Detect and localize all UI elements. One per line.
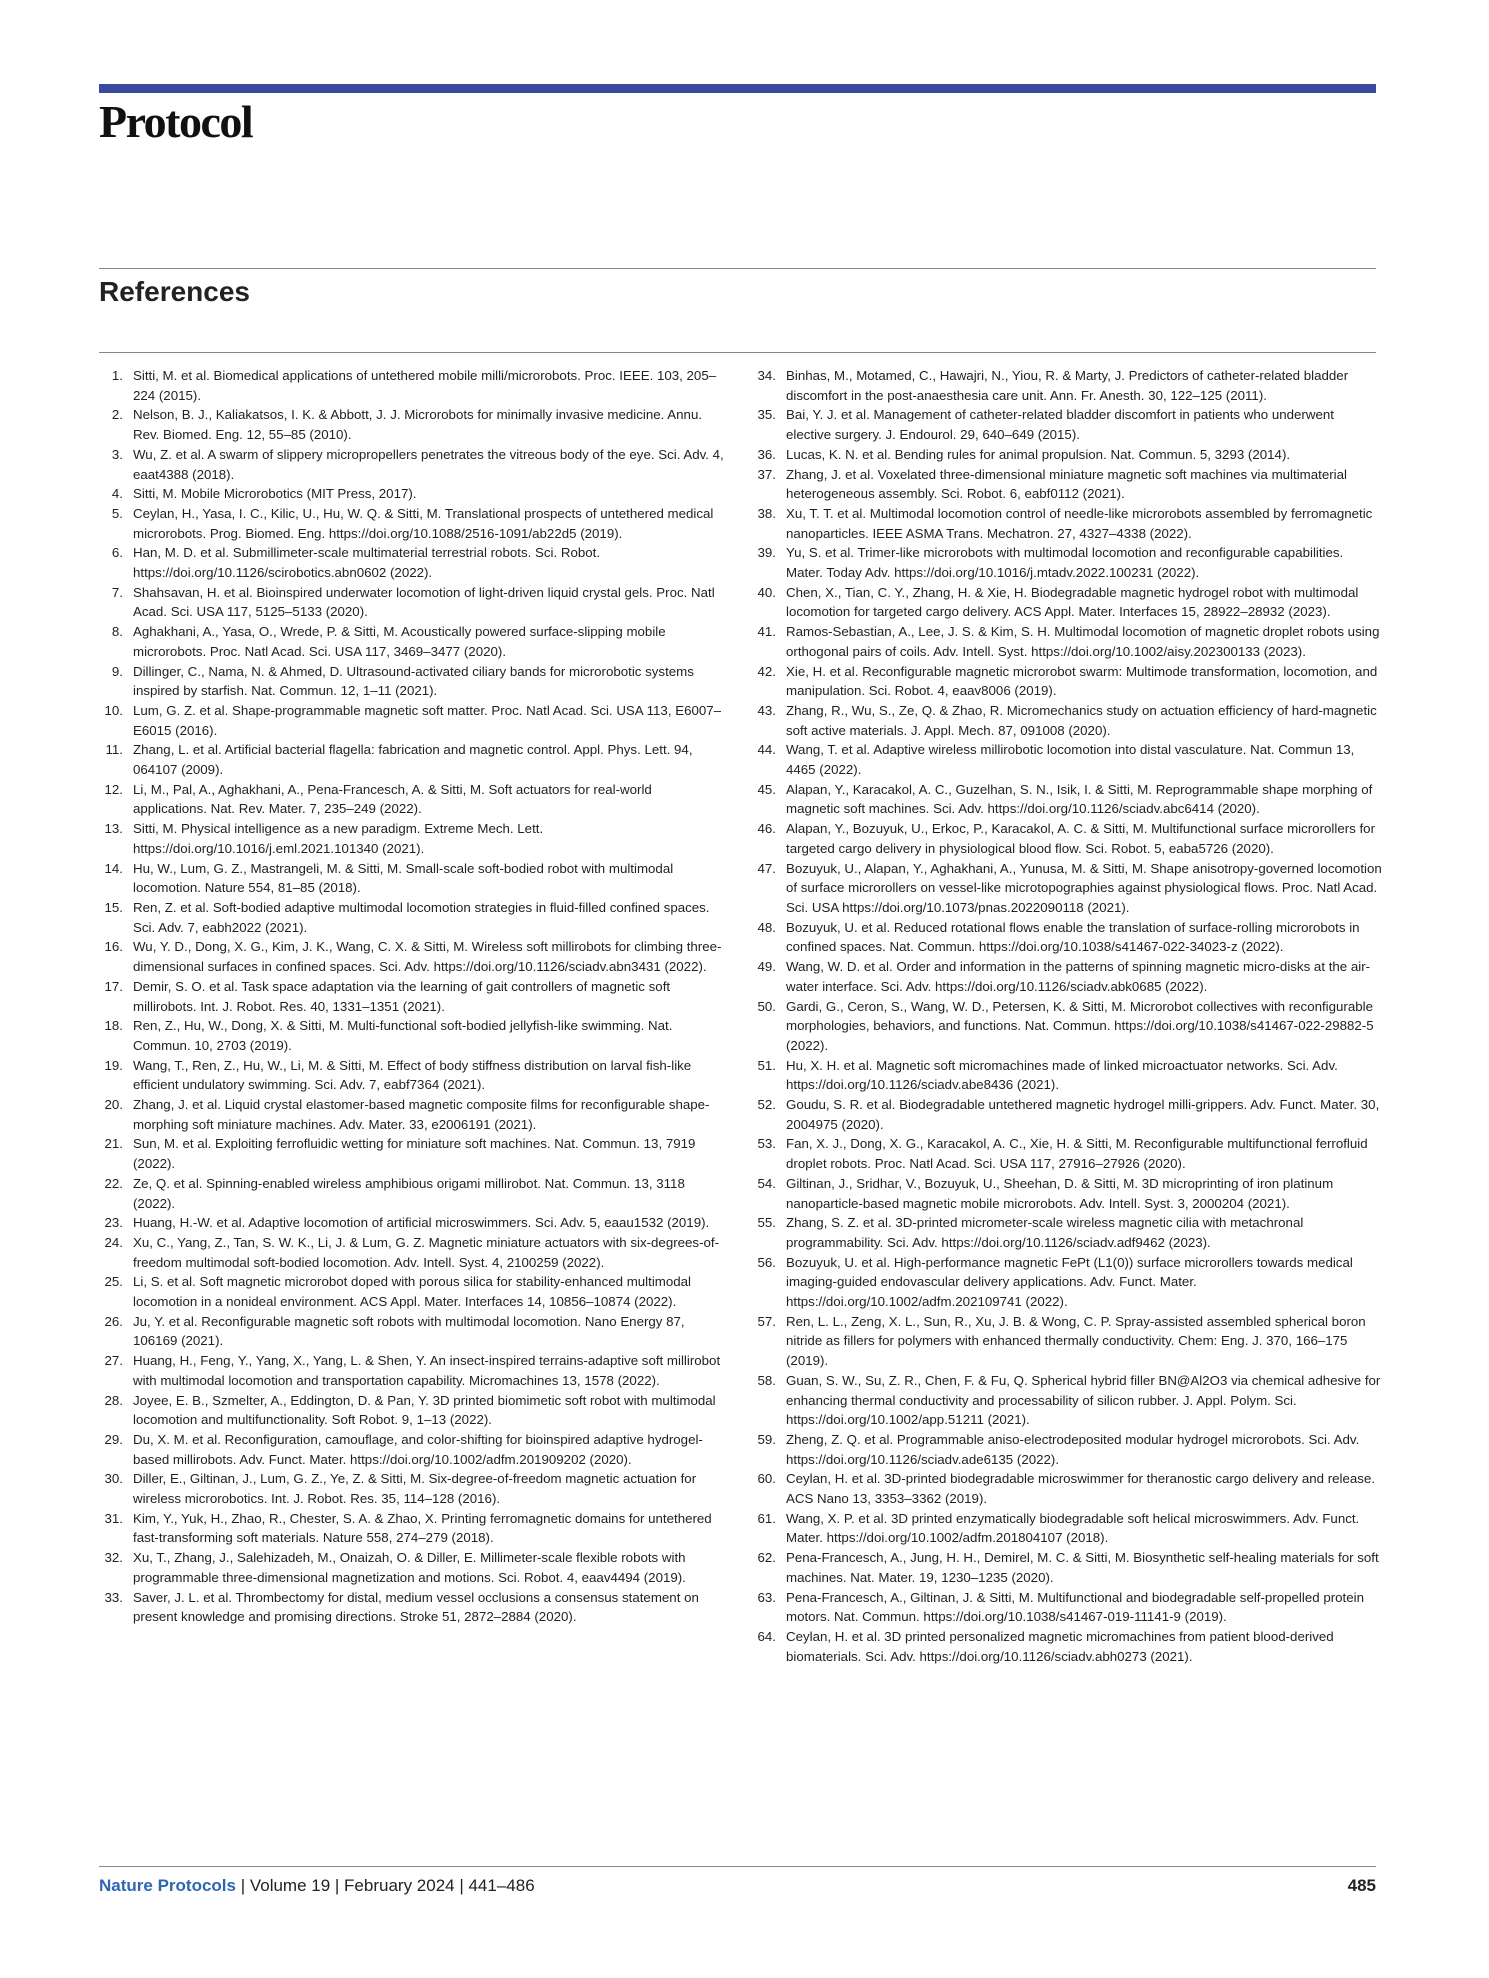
reference-item [99,366,729,405]
reference-item [99,740,729,779]
reference-text: Wang, T. et al. Adaptive wireless millirobotic locomotion into distal vasculature. Nat. Commun 13, 4465 (2022). [786,742,1355,778]
reference-text: Wang, X. P. et al. 3D printed enzymatically biodegradable soft helical microswimmers. Adv. Funct. Mater. https://doi.org/10.1002/adfm.201804107 (2018). [786,1510,1360,1546]
reference-text: Zhang, J. et al. Liquid crystal elastomer-based magnetic composite films for reconfigurable shape-morphing soft miniature machines. Adv. Mater. 33, e2006191 (2021). [133,1097,710,1132]
reference-item [752,1174,1382,1213]
reference-number: 33. [104,1589,123,1605]
reference-text: Saver, J. L. et al. Thrombectomy for distal, medium vessel occlusions a consensus statement on present knowledge and promising directions. Stroke 51, 2872–2884 (2020). [133,1589,699,1625]
reference-number: 6. [111,545,123,561]
reference-text: Bozuyuk, U. et al. High-performance magnetic FePt (L1(0)) surface microrollers towards medical imaging-guided endovascular delivery applications. Adv. Funct. Mater. https://doi.org/10.1002/adfm.202109741 (2022). [786,1254,1353,1310]
reference-text: Binhas, M., Motamed, C., Hawajri, N., Yiou, R. & Marty, J. Predictors of catheter-related bladder discomfort in the post-anaesthesia care unit. Ann. Fr. Anesth. 30, 122–125 (2011). [786,368,1349,403]
reference-number: 34. [757,368,776,383]
reference-item [99,1588,729,1627]
reference-item [99,1233,729,1272]
reference-text: Du, X. M. et al. Reconfiguration, camouflage, and color-shifting for bioinspired adaptive hydrogel-based millirobots. Adv. Funct. Mater. https://doi.org/10.1002/adfm.201909202 (2020). [133,1431,703,1467]
reference-number: 30. [104,1471,123,1487]
reference-text: Wang, W. D. et al. Order and information in the patterns of spinning magnetic micro-disks at the air-water interface. Sci. Adv. https://doi.org/10.1126/sciadv.abk0685 (2022). [786,959,1371,994]
reference-number: 32. [104,1550,123,1566]
reference-number: 8. [111,624,123,640]
reference-text: Alapan, Y., Bozuyuk, U., Erkoc, P., Karacakol, A. C. & Sitti, M. Multifunctional surface microrollers for targeted cargo delivery in physiological blood flow. Sci. Robot. 5, eaba5726 (2020). [786,821,1375,856]
reference-number: 28. [104,1392,123,1408]
reference-number: 57. [757,1313,776,1329]
reference-number: 21. [104,1136,123,1152]
reference-item [752,583,1382,622]
reference-item [99,780,729,819]
reference-number: 39. [757,545,776,561]
reference-item [752,957,1382,996]
reference-text: Ceylan, H. et al. 3D-printed biodegradable microswimmer for theranostic cargo delivery and release. ACS Nano 13, 3353–3362 (2019). [786,1471,1376,1507]
reference-number: 51. [757,1057,776,1073]
reference-number: 3. [111,446,123,462]
reference-text: Bozuyuk, U. et al. Reduced rotational flows enable the translation of surface-rolling microrobots in confined spaces. Nat. Commun. https://doi.org/10.1038/s41467-022-34023-z (2022). [786,919,1360,955]
reference-number: 11. [105,742,123,758]
reference-text: Li, S. et al. Soft magnetic microrobot doped with porous silica for stability-enhanced multimodal locomotion in a nonideal environment. ACS Appl. Mater. Interfaces 14, 10856–10874 (2022). [133,1274,692,1310]
reference-number: 7. [111,584,123,600]
reference-number: 36. [757,446,776,462]
reference-item [99,937,729,976]
reference-item [99,1312,729,1351]
reference-item [752,465,1382,504]
reference-item [752,780,1382,819]
reference-number: 56. [757,1254,776,1270]
reference-text: Guan, S. W., Su, Z. R., Chen, F. & Fu, Q. Spherical hybrid filler BN@Al2O3 via chemical adhesive for enhancing thermal conductivity and processability of silicon rubber. J. Appl. Polym. Sci. https://doi.org/10.1002/app.51211 (2021). [786,1372,1381,1428]
reference-text: Chen, X., Tian, C. Y., Zhang, H. & Xie, H. Biodegradable magnetic hydrogel robot with multimodal locomotion for targeted cargo delivery. ACS Appl. Mater. Interfaces 15, 28922–28932 (2023). [786,584,1359,620]
reference-item [99,1351,729,1390]
reference-text: Li, M., Pal, A., Aghakhani, A., Pena-Francesch, A. & Sitti, M. Soft actuators for real-world applications. Nat. Rev. Mater. 7, 235–249 (2022). [133,781,652,817]
reference-item [99,1272,729,1311]
reference-text: Ren, Z., Hu, W., Dong, X. & Sitti, M. Multi-functional soft-bodied jellyfish-like swimming. Nat. Commun. 10, 2703 (2019). [133,1018,673,1053]
reference-number: 31. [104,1510,123,1526]
reference-number: 54. [757,1175,776,1191]
reference-text: Diller, E., Giltinan, J., Lum, G. Z., Ye, Z. & Sitti, M. Six-degree-of-freedom magnetic actuation for wireless microrobotics. Int. J. Robot. Res. 35, 114–128 (2016). [133,1471,697,1507]
reference-item [99,662,729,701]
reference-text: Sun, M. et al. Exploiting ferrofluidic wetting for miniature soft machines. Nat. Commun. 13, 7919 (2022). [133,1136,696,1172]
reference-text: Zheng, Z. Q. et al. Programmable aniso-electrodeposited modular hydrogel microrobots. Sci. Adv. https://doi.org/10.1126/sciadv.ade6135 (2022). [786,1431,1360,1467]
reference-text: Zhang, L. et al. Artificial bacterial flagella: fabrication and magnetic control. Appl. Phys. Lett. 94, 064107 (2009). [133,742,693,778]
reference-item [752,1312,1382,1371]
reference-text: Fan, X. J., Dong, X. G., Karacakol, A. C., Xie, H. & Sitti, M. Reconfigurable multifunctional ferrofluid droplet robots. Proc. Natl Acad. Sci. USA 117, 27916–27926 (2020). [786,1136,1368,1172]
reference-text: Bai, Y. J. et al. Management of catheter-related bladder discomfort in patients who underwent elective surgery. J. Endourol. 29, 640–649 (2015). [786,407,1334,443]
reference-text: Ren, L. L., Zeng, X. L., Sun, R., Xu, J. B. & Wong, C. P. Spray-assisted assembled spherical boron nitride as fillers for polymers with enhanced thermally conductivity. Chem: Eng. J. 370, 166–175 (2019). [786,1313,1366,1369]
page-title: Protocol [99,96,253,147]
reference-text: Goudu, S. R. et al. Biodegradable untethered magnetic hydrogel milli-grippers. Adv. Funct. Mater. 30, 2004975 (2020). [786,1097,1380,1132]
reference-item [752,622,1382,661]
reference-number: 4. [111,486,123,502]
reference-number: 46. [757,821,776,837]
reference-number: 42. [757,663,776,679]
reference-item [99,543,729,582]
reference-item [99,484,729,504]
reference-text: Wu, Y. D., Dong, X. G., Kim, J. K., Wang, C. X. & Sitti, M. Wireless soft millirobots for climbing three-dimensional surfaces in confined spaces. Sci. Adv. https://doi.org/10.1126/sciadv.abn3431 (2022). [133,939,722,975]
reference-text: Zhang, S. Z. et al. 3D-printed micrometer-scale wireless magnetic cilia with metachronal programmability. Sci. Adv. https://doi.org/10.1126/sciadv.adf9462 (2023). [786,1215,1304,1250]
reference-number: 24. [104,1234,123,1250]
reference-text: Ramos-Sebastian, A., Lee, J. S. & Kim, S. H. Multimodal locomotion of magnetic droplet robots using orthogonal pairs of coils. Adv. Intell. Syst. https://doi.org/10.1002/aisy.202300133 (2023). [786,624,1380,659]
reference-number: 9. [111,663,123,679]
reference-item [99,504,729,543]
reference-text: Shahsavan, H. et al. Bioinspired underwater locomotion of light-driven liquid crystal gels. Proc. Natl Acad. Sci. USA 117, 5125–5133 (2020). [133,584,715,620]
reference-text: Pena-Francesch, A., Giltinan, J. & Sitti, M. Multifunctional and biodegradable self-propelled protein motors. Nat. Commun. https://doi.org/10.1038/s41467-019-11141-9 (2019). [786,1589,1364,1625]
reference-item [752,819,1382,858]
reference-item [99,977,729,1016]
reference-text: Pena-Francesch, A., Jung, H. H., Demirel, M. C. & Sitti, M. Biosynthetic self-healing materials for soft machines. Nat. Mater. 19, 1230–1235 (2020). [786,1550,1379,1585]
divider [99,352,1376,353]
reference-item [99,1095,729,1134]
footer-citation [99,1874,535,1898]
reference-number: 29. [104,1431,123,1447]
reference-item [99,1213,729,1233]
reference-number: 16. [104,939,123,955]
reference-text: Lum, G. Z. et al. Shape-programmable magnetic soft matter. Proc. Natl Acad. Sci. USA 113, E6007–E6015 (2016). [133,702,722,738]
reference-number: 2. [111,407,123,423]
reference-item [752,740,1382,779]
reference-text: Wang, T., Ren, Z., Hu, W., Li, M. & Sitti, M. Effect of body stiffness distribution on larval fish-like efficient undulatory swimming. Sci. Adv. 7, eabf7364 (2021). [133,1057,692,1093]
reference-item [99,583,729,622]
reference-item [752,1430,1382,1469]
reference-text: Zhang, J. et al. Voxelated three-dimensional miniature magnetic soft machines via multimaterial heterogeneous assembly. Sci. Robot. 6, eabf0112 (2021). [786,466,1347,502]
reference-number: 59. [757,1431,776,1447]
reference-item [99,859,729,898]
reference-text: Gardi, G., Ceron, S., Wang, W. D., Petersen, K. & Sitti, M. Microrobot collectives with reconfigurable morphologies, behaviors, and functions. Nat. Commun. https://doi.org/10.1038/s41467-022-29882-5 (2022). [786,998,1374,1053]
reference-text: Kim, Y., Yuk, H., Zhao, R., Chester, S. A. & Zhao, X. Printing ferromagnetic domains for untethered fast-transforming soft materials. Nature 558, 274–279 (2018). [133,1510,712,1546]
reference-number: 50. [757,998,776,1014]
reference-item [752,1095,1382,1134]
reference-text: Yu, S. et al. Trimer-like microrobots with multimodal locomotion and reconfigurable capabilities. Mater. Today Adv. https://doi.org/10.1016/j.mtadv.2022.100231 (2022). [786,545,1344,581]
section-heading: References [99,276,250,307]
reference-number: 26. [104,1313,123,1329]
reference-number: 18. [104,1018,123,1034]
reference-text: Zhang, R., Wu, S., Ze, Q. & Zhao, R. Micromechanics study on actuation efficiency of hard-magnetic soft active materials. J. Appl. Mech. 87, 091008 (2020). [786,702,1377,738]
reference-item [99,1174,729,1213]
reference-number: 19. [104,1057,123,1073]
reference-number: 52. [757,1097,776,1113]
reference-number: 44. [757,742,776,758]
reference-number: 38. [757,505,776,521]
reference-text: Sitti, M. Mobile Microrobotics (MIT Press, 2017). [133,486,417,502]
reference-number: 47. [757,860,776,876]
reference-text: Huang, H.-W. et al. Adaptive locomotion of artificial microswimmers. Sci. Adv. 5, eaau1532 (2019). [133,1215,710,1231]
reference-number: 10. [104,702,123,718]
reference-item [99,1391,729,1430]
reference-text: Alapan, Y., Karacakol, A. C., Guzelhan, S. N., Isik, I. & Sitti, M. Reprogrammable shape morphing of magnetic soft machines. Sci. Adv. https://doi.org/10.1126/sciadv.abc6414 (2020). [786,781,1373,817]
reference-text: Han, M. D. et al. Submillimeter-scale multimaterial terrestrial robots. Sci. Robot. https://doi.org/10.1126/scirobotics.abn0602 (2022). [133,545,601,581]
reference-item [99,1509,729,1548]
reference-item [752,918,1382,957]
reference-text: Xu, C., Yang, Z., Tan, S. W. K., Li, J. & Lum, G. Z. Magnetic miniature actuators with six-degrees-of-freedom multimodal soft-bodied locomotion. Adv. Intell. Syst. 4, 2100259 (2022). [133,1234,720,1270]
reference-text: Demir, S. O. et al. Task space adaptation via the learning of gait controllers of magnetic soft millirobots. Int. J. Robot. Res. 40, 1331–1351 (2021). [133,978,671,1014]
reference-text: Sitti, M. et al. Biomedical applications of untethered mobile milli/microrobots. Proc. IEEE. 103, 205–224 (2015). [133,368,717,403]
reference-number: 45. [757,781,776,797]
reference-item [752,1213,1382,1252]
reference-text: Ze, Q. et al. Spinning-enabled wireless amphibious origami millirobot. Nat. Commun. 13, 3118 (2022). [133,1175,685,1211]
references-left-column [99,366,729,1627]
reference-number: 1. [111,368,123,383]
reference-text: Joyee, E. B., Szmelter, A., Eddington, D. & Pan, Y. 3D printed biomimetic soft robot with multimodal locomotion and multifunctionality. Soft Robot. 9, 1–13 (2022). [133,1392,716,1428]
reference-number: 48. [757,919,776,935]
reference-item [99,1016,729,1055]
reference-number: 20. [104,1097,123,1113]
reference-text: Hu, X. H. et al. Magnetic soft micromachines made of linked microactuator networks. Sci. Adv. https://doi.org/10.1126/sciadv.abe8436 (2021). [786,1057,1338,1093]
reference-number: 17. [104,978,123,994]
reference-item [99,819,729,858]
reference-number: 14. [104,860,123,876]
reference-text: Nelson, B. J., Kaliakatsos, I. K. & Abbott, J. J. Microrobots for minimally invasive medicine. Annu. Rev. Biomed. Eng. 12, 55–85 (2010). [133,407,703,443]
reference-item [752,405,1382,444]
header-accent-bar [99,84,1376,93]
reference-number: 35. [757,407,776,423]
issue-details: | Volume 19 | February 2024 | 441–486 [235,1876,535,1895]
reference-text: Xie, H. et al. Reconfigurable magnetic microrobot swarm: Multimode transformation, locomotion, and manipulation. Sci. Robot. 4, eaav8006 (2019). [786,663,1378,699]
reference-number: 22. [104,1175,123,1191]
reference-item [752,1548,1382,1587]
reference-item [752,543,1382,582]
reference-text: Aghakhani, A., Yasa, O., Wrede, P. & Sitti, M. Acoustically powered surface-slipping mobile microrobots. Proc. Natl Acad. Sci. USA 117, 3469–3477 (2020). [133,624,666,659]
reference-text: Hu, W., Lum, G. Z., Mastrangeli, M. & Sitti, M. Small-scale soft-bodied robot with multimodal locomotion. Nature 554, 81–85 (2018). [133,860,674,896]
reference-item [752,997,1382,1056]
reference-text: Ceylan, H. et al. 3D printed personalized magnetic micromachines from patient blood-derived biomaterials. Sci. Adv. https://doi.org/10.1126/sciadv.abh0273 (2021). [786,1629,1334,1664]
reference-item [752,701,1382,740]
reference-item [752,1134,1382,1173]
reference-item [752,662,1382,701]
reference-text: Xu, T., Zhang, J., Salehizadeh, M., Onaizah, O. & Diller, E. Millimeter-scale flexible robots with programmable three-dimensional magnetization and motions. Sci. Robot. 4, eaav4494 (2019). [133,1550,686,1585]
reference-item [99,445,729,484]
reference-text: Ju, Y. et al. Reconfigurable magnetic soft robots with multimodal locomotion. Nano Energy 87, 106169 (2021). [133,1313,685,1349]
reference-number: 58. [757,1372,776,1388]
reference-item [752,504,1382,543]
reference-item [752,1509,1382,1548]
reference-item [99,622,729,661]
reference-item [752,366,1382,405]
reference-number: 53. [757,1136,776,1152]
reference-item [752,1627,1382,1666]
reference-number: 62. [757,1550,776,1566]
reference-item [99,1430,729,1469]
reference-text: Xu, T. T. et al. Multimodal locomotion control of needle-like microrobots assembled by ferromagnetic nanoparticles. IEEE ASMA Trans. Mechatron. 27, 4327–4338 (2022). [786,505,1373,541]
reference-text: Ceylan, H., Yasa, I. C., Kilic, U., Hu, W. Q. & Sitti, M. Translational prospects of untethered medical microrobots. Prog. Biomed. Eng. https://doi.org/10.1088/2516-1091/ab22d5 (2019). [133,505,714,541]
reference-number: 43. [757,702,776,718]
reference-text: Lucas, K. N. et al. Bending rules for animal propulsion. Nat. Commun. 5, 3293 (2014). [786,446,1291,462]
reference-item [99,898,729,937]
reference-number: 13. [104,821,123,837]
reference-text: Giltinan, J., Sridhar, V., Bozuyuk, U., Sheehan, D. & Sitti, M. 3D microprinting of iron platinum nanoparticle-based magnetic mobile microrobots. Adv. Intell. Syst. 3, 2000204 (2021). [786,1175,1334,1211]
reference-item [99,1469,729,1508]
reference-text: Ren, Z. et al. Soft-bodied adaptive multimodal locomotion strategies in fluid-filled confined spaces. Sci. Adv. 7, eabh2022 (2021). [133,899,710,935]
reference-number: 37. [757,466,776,482]
reference-number: 15. [104,899,123,915]
reference-item [752,1056,1382,1095]
reference-item [752,445,1382,465]
reference-number: 41. [757,624,776,640]
footer-divider [99,1866,1376,1867]
reference-text: Dillinger, C., Nama, N. & Ahmed, D. Ultrasound-activated ciliary bands for microrobotic systems inspired by starfish. Nat. Commun. 12, 1–11 (2021). [133,663,694,699]
reference-number: 25. [104,1274,123,1290]
reference-number: 49. [757,959,776,975]
reference-number: 12. [104,781,123,797]
reference-item [99,1056,729,1095]
divider [99,268,1376,269]
reference-item [752,1588,1382,1627]
reference-item [99,405,729,444]
reference-text: Bozuyuk, U., Alapan, Y., Aghakhani, A., Yunusa, M. & Sitti, M. Shape anisotropy-governed locomotion of surface microrollers on vessel-like microtopographies against physiological flows. Proc. Natl Acad. Sci. USA https://doi.org/10.1073/pnas.2022090118 (2021). [786,860,1382,915]
reference-number: 5. [111,505,123,521]
reference-item [99,1134,729,1173]
reference-number: 27. [104,1353,123,1369]
reference-number: 61. [757,1510,776,1526]
reference-number: 63. [757,1589,776,1605]
reference-item [99,701,729,740]
reference-number: 60. [757,1471,776,1487]
page-number: 485 [1347,1876,1376,1895]
reference-item [752,1253,1382,1312]
reference-number: 40. [757,584,776,600]
reference-number: 64. [757,1629,776,1644]
reference-text: Huang, H., Feng, Y., Yang, X., Yang, L. & Shen, Y. An insect-inspired terrains-adaptive soft millirobot with multimodal locomotion and transportation capability. Micromachines 13, 1578 (2022). [133,1353,721,1388]
reference-item [752,859,1382,918]
reference-item [752,1371,1382,1430]
reference-item [752,1469,1382,1508]
reference-text: Sitti, M. Physical intelligence as a new paradigm. Extreme Mech. Lett. https://doi.org/10.1016/j.eml.2021.101340 (2021). [133,821,544,856]
reference-item [99,1548,729,1587]
reference-number: 55. [757,1215,776,1231]
reference-number: 23. [104,1215,123,1231]
reference-text: Wu, Z. et al. A swarm of slippery micropropellers penetrates the vitreous body of the eye. Sci. Adv. 4, eaat4388 (2018). [133,446,724,482]
journal-name[interactable]: Nature Protocols [99,1876,236,1895]
references-right-column [752,366,1382,1666]
